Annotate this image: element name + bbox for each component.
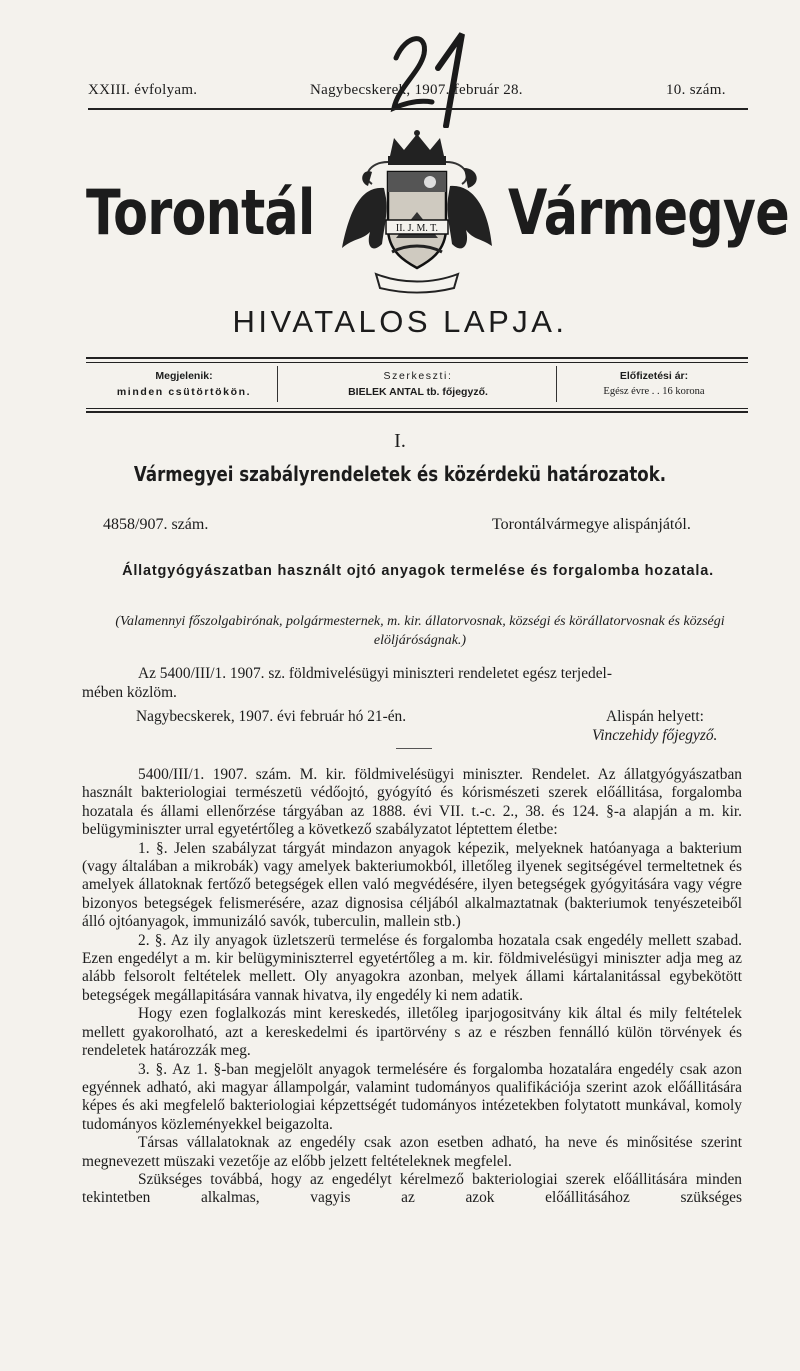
body-paragraph-5: 3. §. Az 1. §-ban megjelölt anyagok termelésére és forgalomba hozatalára engedély csak azon egyénnek adható, aki magyar állampolgár, valamint tudományos qualifikációja szerint azok előállitására képes és aki megfelelő bakteriologiai képzettségét tudományos intézetekben folytatott munkával, komoly tudományos közleményekkel beigazolta.	[82, 1060, 742, 1133]
info-editor	[282, 368, 554, 404]
meta-divider	[88, 108, 748, 110]
issue-number: 10. szám.	[666, 82, 726, 98]
handwritten-number-mark	[388, 28, 478, 128]
issue-meta-row	[88, 82, 750, 104]
price-label: Előfizetési ár:	[619, 370, 689, 382]
section-number: I.	[394, 430, 406, 452]
body-paragraph-3: 2. §. Az ily anyagok üzletszerü termelése és forgalomba hozatala csak engedély mellett szabad. Ezen engedélyt a m. kir belügyminiszterrel egyetértőleg a m. kir. földmivelésügyi miniszter adja meg az alább felsorolt feltételek mellett. Oly anyagokra azonban, melyek állami kártalanitással egybekötött betegségek megállapitására vannak hivatva, ily engedély ki nem adatik.	[82, 931, 742, 1004]
body-paragraph-2: 1. §. Jelen szabályzat tárgyát mindazon anyagok képezik, melyeknek hatóanyaga a bakterium (vagy általában a mikrobák) vagy amelyek bakteriumokból, illetőleg ilyenek segitségével termeltetnek és amelyek állatoknak fertőző betegségek ellen való megvédésére, ilyen betegségek gyógyitására vagy végre bizonyos betegségek felismerésére, azaz dignosisa céljából alkalmaztatnak (bakteriumok tenyészeteiből álló ojtóanyagok, immunizáló savók, tuberculin, mallein stb.)	[82, 839, 742, 931]
body-paragraph-7: Szükséges továbbá, hogy az engedélyt kérelmező bakteriologiai szerek előállitására minden tekintetben alkalmas, vagyis az azok előállitásához szükséges	[82, 1170, 742, 1207]
info-bottom-rule	[86, 411, 748, 413]
signer-title: Alispán helyett:	[606, 708, 704, 725]
decree-title: Állatgyógyászatban használt ojtó anyagok termelése és forgalomba hozatala.	[122, 563, 714, 579]
info-bottom-rule-thin	[86, 408, 748, 409]
masthead-title-right: Vármegye	[508, 176, 789, 249]
body-paragraph-4: Hogy ezen foglalkozás mint kereskedés, illetőleg iparjogositvány kik által és mily feltételek mellett gyakorolható, azt a kereskedelmi és ipartörvény s az e részben fennálló külön törvények és rendeletek határozzák meg.	[82, 1005, 742, 1060]
intro-line-2: mében közlöm.	[82, 684, 177, 701]
short-divider	[396, 748, 432, 749]
decree-place-date: Nagybecskerek, 1907. évi február hó 21-én.	[136, 708, 407, 725]
intro-line-1: Az 5400/III/1. 1907. sz. földmivelésügyi miniszteri rendeletet egész terjedel-	[138, 665, 612, 682]
price-value: Egész évre . . 16 korona	[603, 386, 705, 397]
decree-recipients: (Valamennyi főszolgabirónak, polgármesternek, m. kir. állatorvosnak, községi és körállatorvosnak és községi elöljáróságnak.)	[115, 614, 725, 648]
section-title: Vármegyei szabályrendeletek és közérdekü határozatok.	[133, 462, 667, 486]
volume-number: XXIII. évfolyam.	[88, 82, 198, 98]
info-top-rule	[86, 357, 748, 359]
decree-body	[82, 766, 742, 1208]
info-published	[90, 368, 278, 404]
decree-reference-number: 4858/907. szám.	[103, 516, 209, 533]
decree-issuer: Torontálvármegye alispánjától.	[492, 516, 691, 533]
info-top-rule-thin	[86, 362, 748, 363]
signer-name: Vinczehidy főjegyző.	[592, 727, 718, 744]
masthead-title-left: Torontál	[86, 176, 315, 249]
editor-label: Szerkeszti:	[383, 370, 453, 382]
info-price	[560, 368, 748, 404]
published-label: Megjelenik:	[155, 370, 213, 382]
body-paragraph-6: Társas vállalatoknak az engedély csak azon esetben adható, ha neve és minősitése szerint megnevezett müszaki vezetője az előbb jelzett feltételeknek megfelel.	[82, 1134, 742, 1170]
shield-label: II. J. M. T.	[395, 223, 439, 234]
info-separator-1	[277, 366, 278, 402]
coat-of-arms-emblem	[332, 128, 502, 298]
masthead-subtitle: HIVATALOS LAPJA.	[232, 304, 568, 339]
published-value: minden csütörtökön.	[116, 386, 252, 398]
info-separator-2	[556, 366, 557, 402]
body-paragraph-1: 5400/III/1. 1907. szám. M. kir. földmivelésügyi miniszter. Rendelet. Az állatgyógyászatban használt bakteriologiai természetü védőojtó, gyógyító és kórismészeti szerek előállitása, forgalomba hozatala és állami ellenőrzése tárgyában az 1888. évi VII. t.-c. 2., 38. és 124. §-a alapján a m. kir. belügyminiszter urral egyetértőleg a következő szabályzatot léptettem életbe:	[82, 766, 742, 839]
issue-place-date: Nagybecskerek, 1907. február 28.	[310, 82, 523, 98]
editor-value: BIELEK ANTAL tb. főjegyző.	[348, 386, 488, 398]
